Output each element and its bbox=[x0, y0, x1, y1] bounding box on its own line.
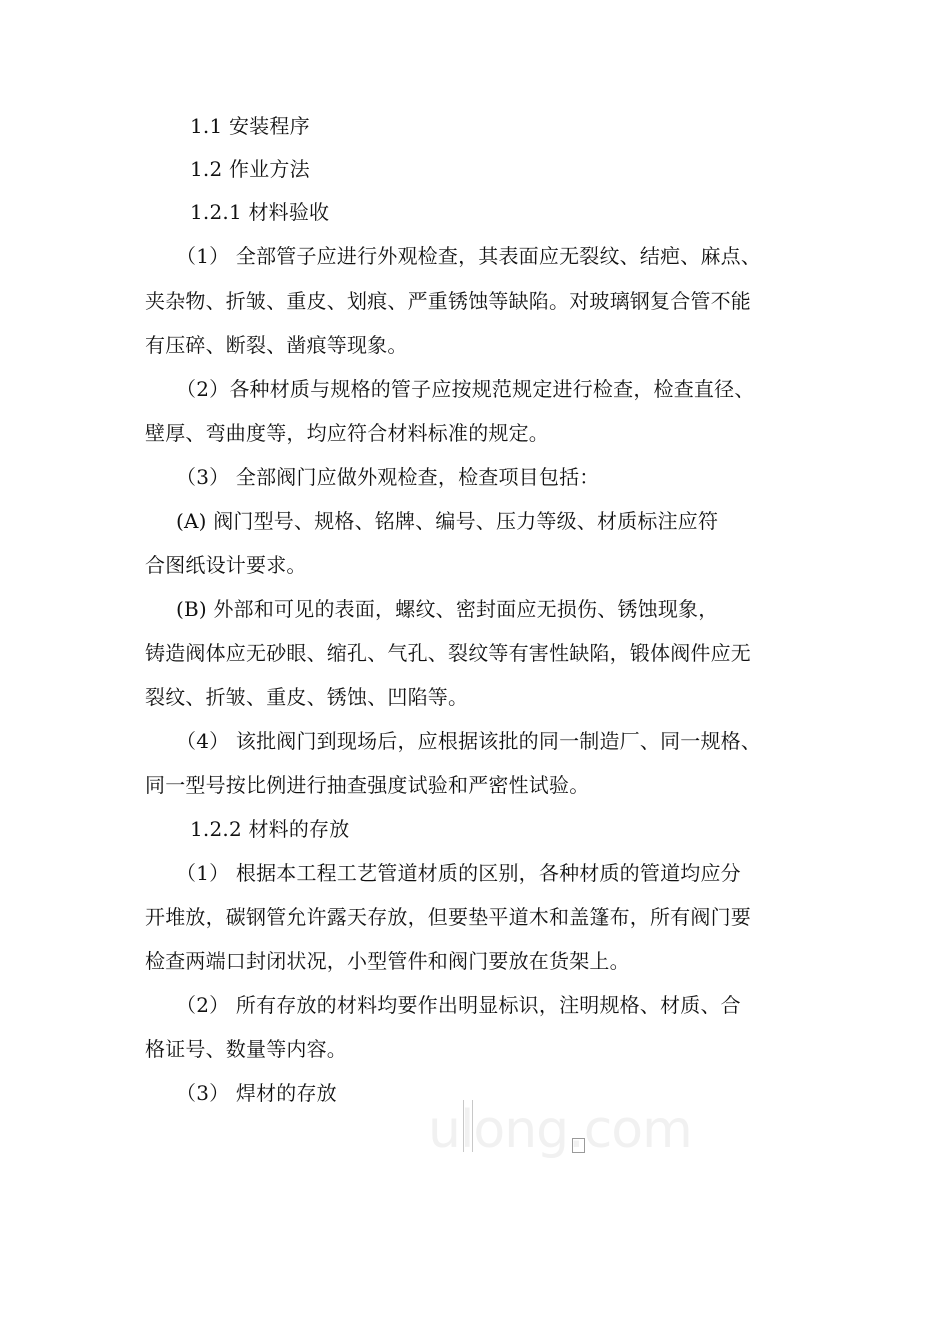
paragraph-line: 合图纸设计要求。 bbox=[145, 553, 307, 577]
heading-1-2-1: 1.2.1 材料验收 bbox=[190, 200, 330, 224]
paragraph-line: (B) 外部和可见的表面，螺纹、密封面应无损伤、锈蚀现象， bbox=[176, 597, 719, 621]
paragraph-line: 裂纹、折皱、重皮、锈蚀、凹陷等。 bbox=[145, 685, 469, 709]
paragraph-line: （1） 全部管子应进行外观检查，其表面应无裂纹、结疤、麻点、 bbox=[176, 244, 762, 268]
paragraph-line: 有压碎、断裂、凿痕等现象。 bbox=[145, 333, 408, 357]
paragraph-line: （3） 焊材的存放 bbox=[176, 1081, 337, 1105]
paragraph-line: 铸造阀体应无砂眼、缩孔、气孔、裂纹等有害性缺陷，锻体阀件应无 bbox=[145, 641, 751, 665]
heading-1-2: 1.2 作业方法 bbox=[190, 157, 310, 181]
paragraph-line: (A) 阀门型号、规格、铭牌、编号、压力等级、材质标注应符 bbox=[176, 509, 719, 533]
paragraph-line: 夹杂物、折皱、重皮、划痕、严重锈蚀等缺陷。对玻璃钢复合管不能 bbox=[145, 289, 751, 313]
watermark-bar-glyph bbox=[463, 1100, 473, 1152]
watermark-square-glyph bbox=[572, 1138, 585, 1153]
paragraph-line: （2） 所有存放的材料均要作出明显标识，注明规格、材质、合 bbox=[176, 993, 741, 1017]
paragraph-line: （2）各种材质与规格的管子应按规范规定进行检查，检查直径、 bbox=[176, 377, 755, 401]
paragraph-line: （4） 该批阀门到现场后，应根据该批的同一制造厂、同一规格、 bbox=[176, 729, 762, 753]
paragraph-line: 壁厚、弯曲度等，均应符合材料标准的规定。 bbox=[145, 421, 549, 445]
paragraph-line: （1） 根据本工程工艺管道材质的区别，各种材质的管道均应分 bbox=[176, 861, 741, 885]
watermark: ulong.com bbox=[428, 1100, 692, 1160]
heading-1-1: 1.1 安装程序 bbox=[190, 114, 310, 138]
paragraph-line: 同一型号按比例进行抽查强度试验和严密性试验。 bbox=[145, 773, 590, 797]
heading-1-2-2: 1.2.2 材料的存放 bbox=[190, 817, 350, 841]
paragraph-line: 开堆放，碳钢管允许露天存放，但要垫平道木和盖篷布，所有阀门要 bbox=[145, 905, 751, 929]
paragraph-line: 格证号、数量等内容。 bbox=[145, 1037, 347, 1061]
paragraph-line: 检查两端口封闭状况，小型管件和阀门要放在货架上。 bbox=[145, 949, 630, 973]
paragraph-line: （3） 全部阀门应做外观检查，检查项目包括： bbox=[176, 465, 600, 489]
